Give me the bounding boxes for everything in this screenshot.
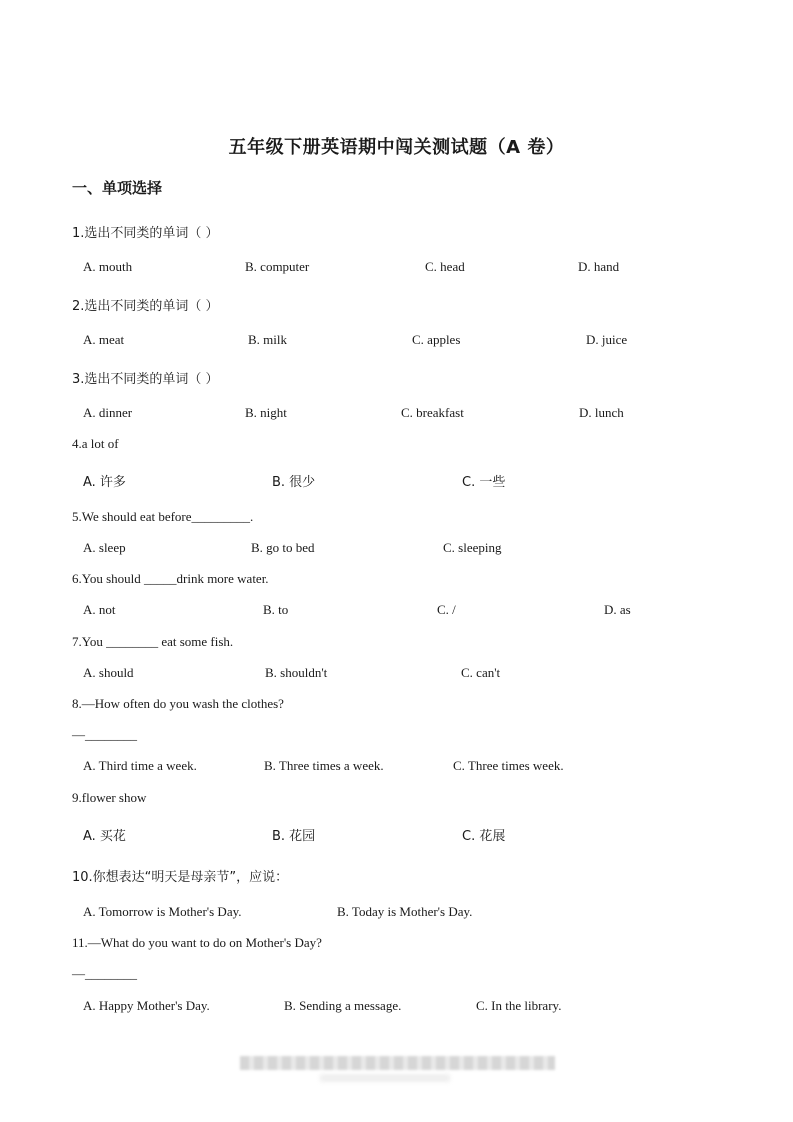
option-b[interactable]: B. milk xyxy=(248,332,288,347)
option-a[interactable]: A. Happy Mother's Day. xyxy=(83,998,210,1013)
option-c[interactable]: C. Three times week. xyxy=(453,758,564,773)
option-a[interactable]: A. meat xyxy=(83,332,125,347)
blurred-watermark xyxy=(240,1056,555,1070)
answer-blank[interactable]: —________ xyxy=(72,727,137,742)
option-a[interactable]: A. dinner xyxy=(83,405,133,420)
question-stem: 11.—What do you want to do on Mother's Day? xyxy=(72,935,322,950)
question-stem: 4.a lot of xyxy=(72,436,119,451)
option-b[interactable]: B. Three times a week. xyxy=(264,758,384,773)
question-stem: 7.You ________ eat some fish. xyxy=(72,634,234,649)
option-b[interactable]: B. computer xyxy=(245,259,310,274)
option-a[interactable]: A. Tomorrow is Mother's Day. xyxy=(83,904,242,919)
option-c[interactable]: C. apples xyxy=(412,332,461,347)
option-a[interactable]: A. mouth xyxy=(83,259,133,274)
option-a[interactable]: A. should xyxy=(83,665,134,680)
question-stem: 2.选出不同类的单词（ ） xyxy=(72,299,219,314)
option-a[interactable]: A. 买花 xyxy=(83,829,126,844)
option-b[interactable]: B. to xyxy=(263,602,289,617)
option-b[interactable]: B. night xyxy=(245,405,287,420)
option-c[interactable]: C. 花展 xyxy=(462,829,506,844)
option-b[interactable]: B. Today is Mother's Day. xyxy=(337,904,473,919)
option-c[interactable]: C. can't xyxy=(461,665,501,680)
option-d[interactable]: D. lunch xyxy=(579,405,624,420)
option-a[interactable]: A. sleep xyxy=(83,540,126,555)
question-stem: 10.你想表达“明天是母亲节”，应说： xyxy=(72,870,289,885)
question-stem: 3.选出不同类的单词（ ） xyxy=(72,372,219,387)
option-b[interactable]: B. go to bed xyxy=(251,540,315,555)
question-stem: 5.We should eat before_________. xyxy=(72,509,254,524)
answer-blank[interactable]: —________ xyxy=(72,966,137,981)
question-stem: 8.—How often do you wash the clothes? xyxy=(72,696,284,711)
option-c[interactable]: C. / xyxy=(437,602,456,617)
option-b[interactable]: B. shouldn't xyxy=(265,665,328,680)
option-b[interactable]: B. 很少 xyxy=(272,475,316,490)
question-stem: 1.选出不同类的单词（ ） xyxy=(72,226,219,241)
section-heading: 一、单项选择 xyxy=(72,179,163,197)
option-c[interactable]: C. sleeping xyxy=(443,540,502,555)
option-d[interactable]: D. juice xyxy=(586,332,628,347)
question-stem: 9.flower show xyxy=(72,790,147,805)
question-stem: 6.You should _____drink more water. xyxy=(72,571,269,586)
option-b[interactable]: B. Sending a message. xyxy=(284,998,402,1013)
option-a[interactable]: A. Third time a week. xyxy=(83,758,197,773)
option-b[interactable]: B. 花园 xyxy=(272,829,316,844)
option-a[interactable]: A. not xyxy=(83,602,116,617)
option-c[interactable]: C. breakfast xyxy=(401,405,464,420)
option-d[interactable]: D. hand xyxy=(578,259,620,274)
option-d[interactable]: D. as xyxy=(604,602,631,617)
option-c[interactable]: C. In the library. xyxy=(476,998,562,1013)
option-c[interactable]: C. 一些 xyxy=(462,475,506,490)
option-a[interactable]: A. 许多 xyxy=(83,475,126,490)
blurred-watermark-sub xyxy=(320,1074,450,1082)
page-title: 五年级下册英语期中闯关测试题（A 卷） xyxy=(228,137,565,158)
option-c[interactable]: C. head xyxy=(425,259,465,274)
